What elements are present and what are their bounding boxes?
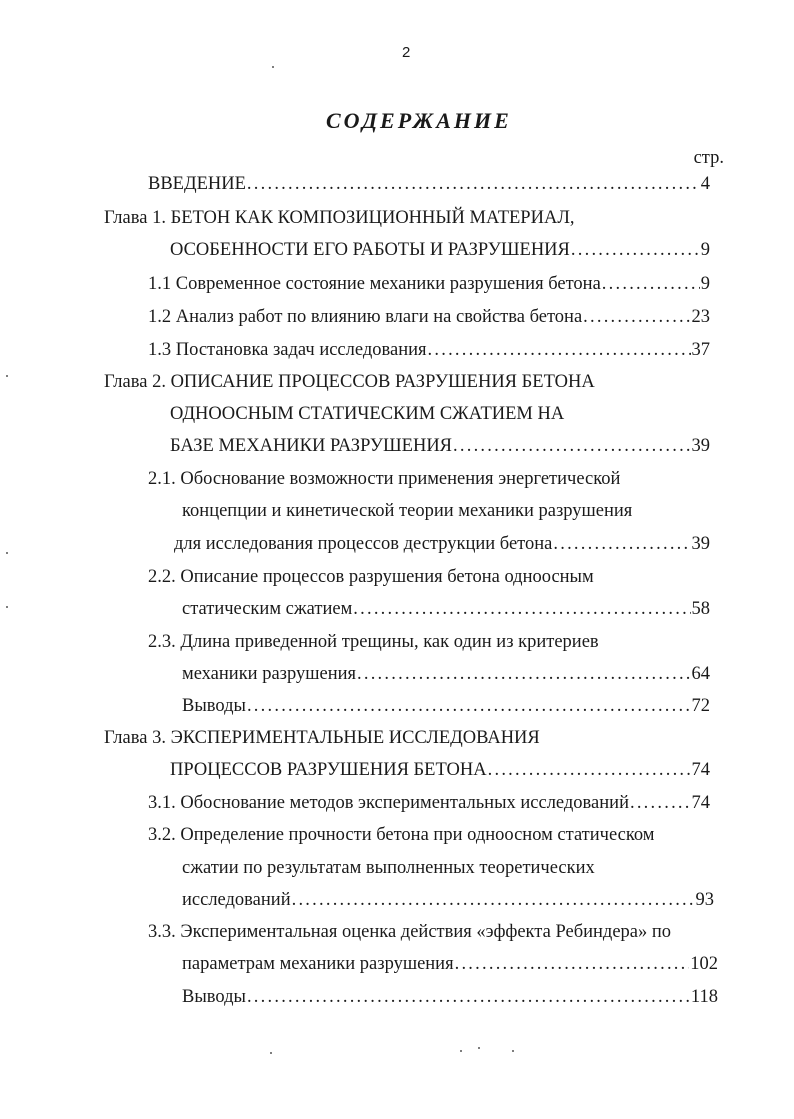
toc-leader-dots bbox=[247, 172, 700, 196]
toc-entry-text: ОСОБЕННОСТИ ЕГО РАБОТЫ И РАЗРУШЕНИЯ bbox=[170, 240, 570, 260]
toc-entry-text: Выводы bbox=[182, 696, 246, 716]
toc-entry-text: ВВЕДЕНИЕ bbox=[148, 174, 246, 194]
toc-entry-1-1 bbox=[148, 272, 710, 296]
toc-entry-page: 37 bbox=[691, 340, 710, 360]
toc-entry-3-3-line-1: 3.3. Экспериментальная оценка действия «эффекта Ребиндера» по bbox=[148, 922, 672, 942]
toc-entry-text: 1.1 Современное состояние механики разрушения бетона bbox=[148, 274, 601, 294]
toc-entry-page: 74 bbox=[691, 760, 710, 780]
toc-entry-1-3 bbox=[148, 338, 710, 362]
toc-leader-dots bbox=[453, 434, 690, 458]
scan-speck bbox=[6, 552, 8, 554]
toc-entry-page: 72 bbox=[691, 696, 710, 716]
scan-speck bbox=[460, 1050, 462, 1052]
toc-entry-page: 23 bbox=[691, 307, 710, 327]
toc-entry-3-2-line-2: сжатии по результатам выполненных теоретических bbox=[182, 858, 595, 878]
toc-leader-dots bbox=[488, 758, 691, 782]
toc-entry-chapter-2 bbox=[170, 434, 710, 458]
toc-entry-text: 1.2 Анализ работ по влиянию влаги на свойства бетона bbox=[148, 307, 583, 327]
toc-entry-2-1-line-1: 2.1. Обоснование возможности применения энергетической bbox=[148, 469, 621, 489]
toc-chapter-2-heading-line-2: ОДНООСНЫМ СТАТИЧЕСКИМ СЖАТИЕМ НА bbox=[170, 404, 565, 424]
page-column-label: стр. bbox=[693, 148, 724, 168]
scan-speck bbox=[6, 606, 8, 608]
toc-entry-page: 102 bbox=[690, 954, 718, 974]
toc-leader-dots bbox=[247, 694, 691, 718]
toc-entry-3-1 bbox=[148, 791, 710, 815]
scan-speck bbox=[272, 66, 274, 68]
toc-entry-text: исследований bbox=[182, 890, 291, 910]
toc-leader-dots bbox=[247, 985, 690, 1009]
toc-leader-dots bbox=[353, 597, 690, 621]
toc-leader-dots bbox=[553, 532, 690, 556]
toc-entry-text: ПРОЦЕССОВ РАЗРУШЕНИЯ БЕТОНА bbox=[170, 760, 487, 780]
toc-entry-text: механики разрушения bbox=[182, 664, 356, 684]
toc-leader-dots bbox=[583, 305, 690, 329]
toc-chapter-1-heading: Глава 1. БЕТОН КАК КОМПОЗИЦИОННЫЙ МАТЕРИАЛ, bbox=[104, 208, 575, 228]
toc-entry-text: 3.1. Обоснование методов экспериментальных исследований bbox=[148, 793, 629, 813]
toc-chapter-2-heading: Глава 2. ОПИСАНИЕ ПРОЦЕССОВ РАЗРУШЕНИЯ БЕТОНА bbox=[104, 372, 595, 392]
toc-entry-introduction bbox=[148, 172, 710, 196]
toc-entry-text: параметрам механики разрушения bbox=[182, 954, 454, 974]
toc-entry-page: 9 bbox=[700, 274, 710, 294]
toc-entry-chapter-2-conclusions bbox=[182, 694, 710, 718]
toc-leader-dots bbox=[630, 791, 691, 815]
toc-entry-page: 93 bbox=[695, 890, 714, 910]
scan-speck bbox=[6, 375, 8, 377]
toc-entry-2-1-line-2: концепции и кинетической теории механики разрушения bbox=[182, 501, 633, 521]
scan-speck bbox=[478, 1047, 480, 1049]
page-number: 2 bbox=[402, 44, 411, 61]
toc-entry-page: 39 bbox=[691, 534, 710, 554]
toc-entry-2-3-line-1: 2.3. Длина приведенной трещины, как один из критериев bbox=[148, 632, 599, 652]
page-title: СОДЕРЖАНИЕ bbox=[326, 108, 512, 133]
toc-entry-3-2 bbox=[182, 888, 714, 912]
scan-speck bbox=[512, 1050, 514, 1052]
toc-entry-3-2-line-1: 3.2. Определение прочности бетона при одноосном статическом bbox=[148, 825, 655, 845]
toc-leader-dots bbox=[428, 338, 691, 362]
toc-leader-dots bbox=[357, 662, 691, 686]
toc-entry-2-3 bbox=[182, 662, 710, 686]
toc-leader-dots bbox=[455, 952, 690, 976]
toc-entry-chapter-3-conclusions bbox=[182, 985, 718, 1009]
toc-entry-1-2 bbox=[148, 305, 710, 329]
toc-entry-page: 39 bbox=[691, 436, 710, 456]
toc-entry-page: 64 bbox=[691, 664, 710, 684]
toc-entry-chapter-3 bbox=[170, 758, 710, 782]
toc-entry-page: 9 bbox=[700, 240, 710, 260]
toc-entry-text: Выводы bbox=[182, 987, 246, 1007]
toc-entry-chapter-1 bbox=[170, 238, 710, 262]
toc-entry-page: 4 bbox=[700, 174, 710, 194]
toc-entry-page: 58 bbox=[691, 599, 710, 619]
toc-entry-text: статическим сжатием bbox=[182, 599, 353, 619]
toc-entry-3-3 bbox=[182, 952, 718, 976]
toc-entry-2-1 bbox=[174, 532, 710, 556]
toc-leader-dots bbox=[292, 888, 695, 912]
toc-entry-page: 74 bbox=[691, 793, 710, 813]
toc-leader-dots bbox=[571, 238, 700, 262]
toc-leader-dots bbox=[602, 272, 700, 296]
scan-speck bbox=[270, 1052, 272, 1054]
toc-entry-2-2-line-1: 2.2. Описание процессов разрушения бетона одноосным bbox=[148, 567, 594, 587]
toc-entry-text: БАЗЕ МЕХАНИКИ РАЗРУШЕНИЯ bbox=[170, 436, 453, 456]
toc-entry-text: 1.3 Постановка задач исследования bbox=[148, 340, 427, 360]
toc-entry-page: 118 bbox=[690, 987, 718, 1007]
toc-entry-text: для исследования процессов деструкции бетона bbox=[174, 534, 553, 554]
toc-chapter-3-heading: Глава 3. ЭКСПЕРИМЕНТАЛЬНЫЕ ИССЛЕДОВАНИЯ bbox=[104, 728, 540, 748]
toc-entry-2-2 bbox=[182, 597, 710, 621]
